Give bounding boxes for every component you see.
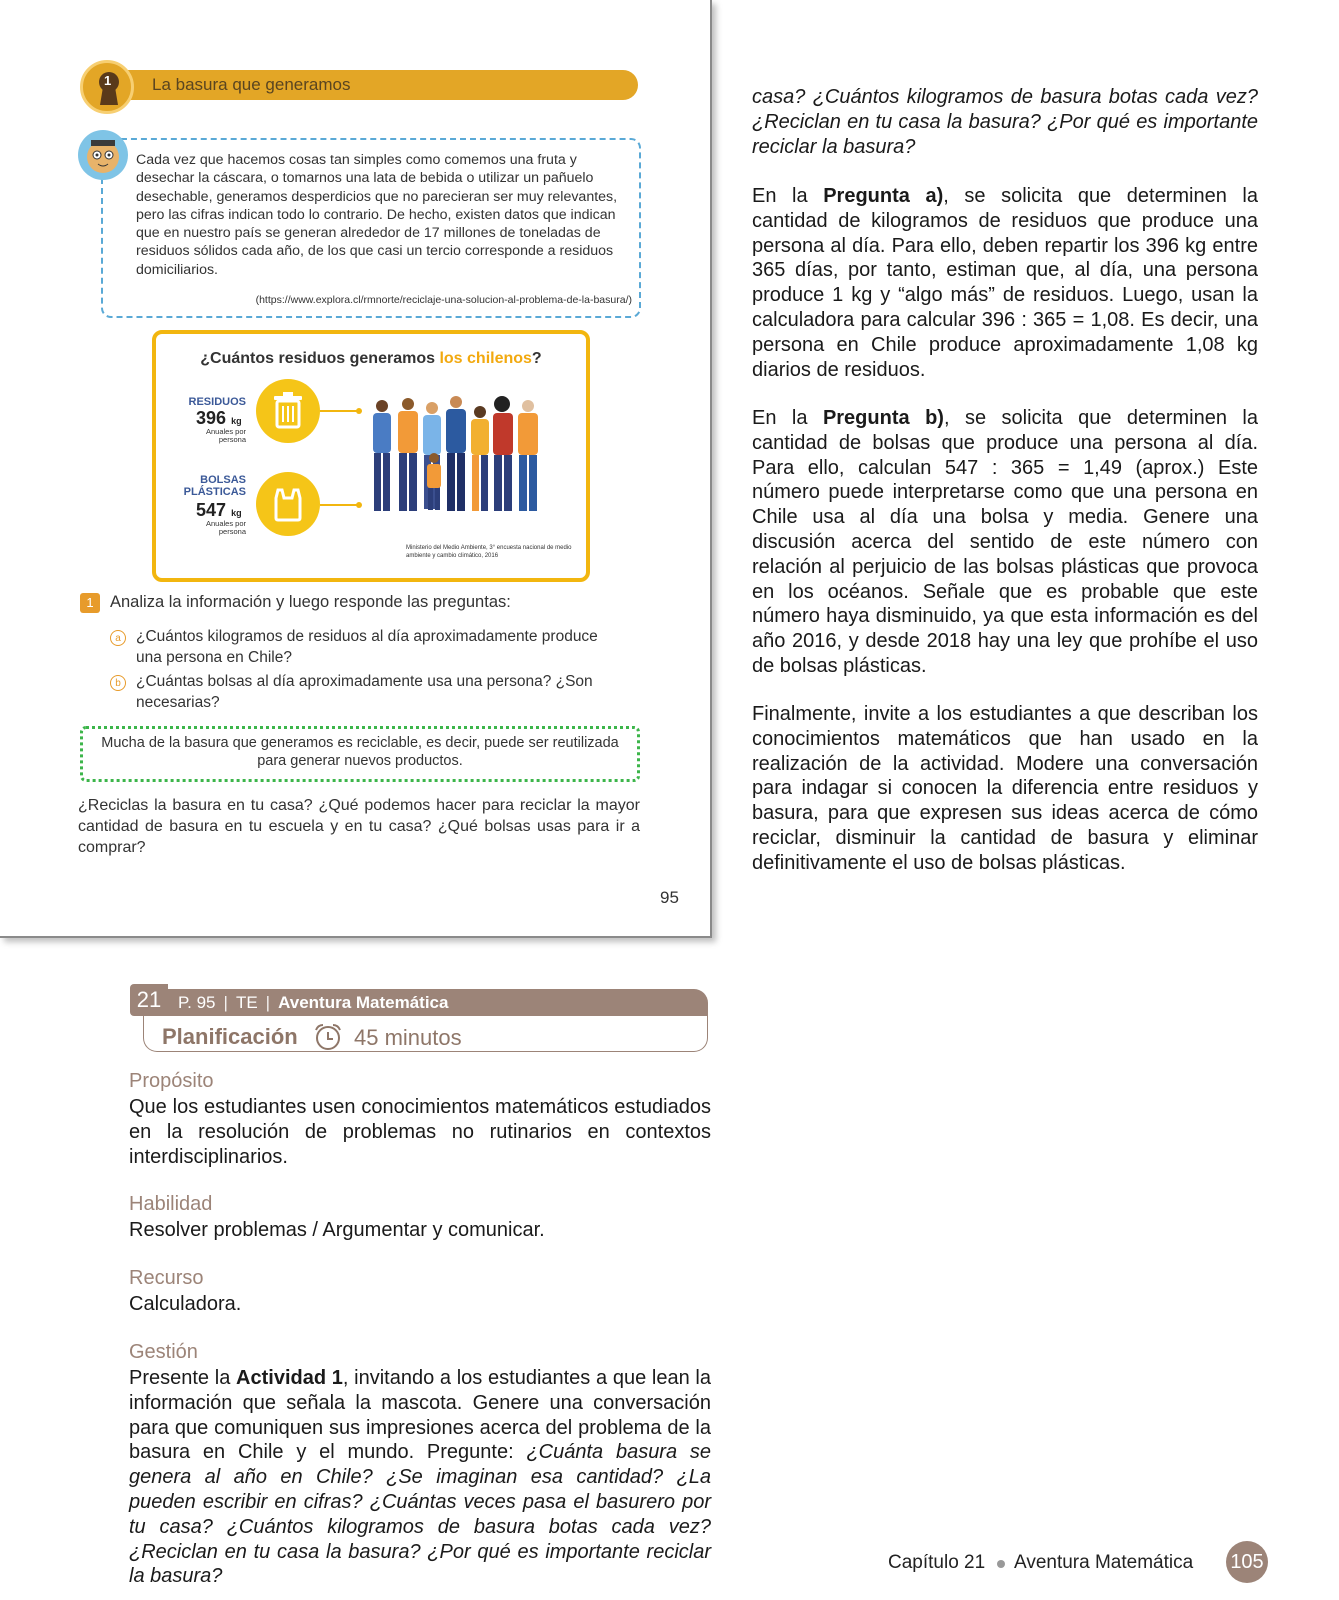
waste-infographic xyxy=(152,330,590,582)
lesson-badge xyxy=(80,60,134,114)
page-number: 105 xyxy=(1226,1541,1268,1583)
unit-name: Aventura Matemática xyxy=(278,993,449,1012)
gestion-paragraph-2: En la Pregunta a), se solicita que determinen la cantidad de kilogramos de residuos que produce una persona al día. Para ello, deben repartir los 396 kg entre 365 días, por tanto, estiman que, al día, una persona produce 1 kg y “algo más” de residuos. Luego, usan la calculadora para calcular 396 : 365 = 1,08. Es decir, una persona en Chile produce aproximadamente 1,08 kg diarios de residuos. xyxy=(752,185,1258,381)
gestion-paragraph-4: Finalmente, invite a los estudiantes a que describan los conocimientos matemáticos que han usado en la realización de la actividad. Modere una conversación para indagar si conocen la diferencia entre residuos y basura, para que expresen sus ideas acerca de cómo reciclar, disminuir la cantidad de basura y eliminar definitivamente el uso de bolsas plásticas. xyxy=(752,703,1258,874)
bolsas-label: BOLSAS PLÁSTICAS xyxy=(183,474,246,498)
gestion-paragraph-1-continued: casa? ¿Cuántos kilogramos de basura botas cada vez? ¿Reciclan en tu casa la basura? ¿Por qué es importante reciclar la basura? xyxy=(752,86,1258,158)
recurso-heading: Recurso xyxy=(129,1267,204,1289)
infographic-source: Ministerio del Medio Ambiente, 3° encuesta nacional de medio ambiente y cambio climático, 2016 xyxy=(406,545,572,559)
source-url: (https://www.explora.cl/rmnorte/reciclaje-una-solucion-al-problema-de-la-basura/) xyxy=(255,294,632,306)
residuos-value: 396 kg xyxy=(196,408,242,428)
lesson-banner xyxy=(80,60,640,114)
text-type: TE xyxy=(235,993,258,1012)
mascot-icon xyxy=(78,130,128,180)
student-page-number: 95 xyxy=(660,888,679,907)
bolsas-value: 547 kg xyxy=(196,500,242,520)
residuos-label: RESIDUOS xyxy=(188,396,246,408)
footer-title: Aventura Matemática xyxy=(1014,1552,1194,1573)
closing-questions: ¿Reciclas la basura en tu casa? ¿Qué podemos hacer para reciclar la mayor cantidad de basura en tu escuela y en tu casa? ¿Qué bolsas usas para ir a comprar? xyxy=(78,797,640,856)
planning-header-bar: P. 95 | TE | Aventura Matemática xyxy=(168,989,708,1016)
recycling-note: Mucha de la basura que generamos es reciclable, es decir, puede ser reutilizada para generar nuevos productos. xyxy=(101,735,619,769)
plastic-bag-icon xyxy=(256,472,320,536)
question-b: ¿Cuántas bolsas al día aproximadamente usa una persona? ¿Son necesarias? xyxy=(136,673,593,711)
lesson-number: 1 xyxy=(104,73,112,88)
gestion-paragraph-3: En la Pregunta b), se solicita que determinen la cantidad de bolsas que produce una persona al día. Para ello, calculan 547 : 365 = 1,49 (aprox.) Este número puede interpretarse como que una persona en Chile usa al día una bolsa y media. Genere una discusión acerca del sentido de este número con relación al perjuicio de las bolsas plásticas que provoca en los océanos. Señale que es probable que este número haya disminuido, ya que esta información es del año 2016, y desde 2018 hay una ley que prohíbe el uso de bolsas plásticas. xyxy=(752,407,1258,677)
chapter-number-badge: 21 xyxy=(130,984,168,1016)
residuos-sub: Anuales por persona xyxy=(205,427,246,444)
footer-chapter: Capítulo 21 xyxy=(888,1552,986,1573)
alarm-clock-icon xyxy=(312,1022,344,1052)
gestion-heading: Gestión xyxy=(129,1341,198,1363)
habilidad-heading: Habilidad xyxy=(129,1193,213,1215)
question-b-marker: b xyxy=(110,675,126,691)
question-a-marker: a xyxy=(110,630,126,646)
lesson-title: La basura que generamos xyxy=(152,75,351,94)
mascot-text: Cada vez que hacemos cosas tan simples como comemos una fruta y desechar la cáscara, o tomarnos una lata de bebida o utilizar un pañuelo desechable, generamos desperdicios que no parecieran ser muy relevantes, pero las cifras indican todo lo contrario. De hecho, existen datos que indican que en nuestro país se generan alrededor de 17 millones de toneladas de residuos sólidos cada año, de los que casi un tercio corresponde a residuos domiciliarios. xyxy=(136,152,618,278)
proposito-text: Que los estudiantes usen conocimientos matemáticos estudiados en la resolución de problemas no rutinarios en contextos interdisciplinarios. xyxy=(129,1096,711,1168)
proposito-heading: Propósito xyxy=(129,1070,214,1092)
planning-duration: 45 minutos xyxy=(354,1025,462,1050)
planning-title: Planificación xyxy=(162,1024,298,1049)
bolsas-sub: Anuales por persona xyxy=(205,519,246,536)
footer-separator xyxy=(997,1560,1005,1568)
habilidad-text: Resolver problemas / Argumentar y comunicar. xyxy=(129,1219,545,1241)
student-page-image xyxy=(0,0,712,938)
gestion-paragraph-1: Presente la Actividad 1, invitando a los estudiantes a que lean la información que señala la mascota. Genere una conversación para que comuniquen sus impresiones acerca del problema de la basura en Chile y el mundo. Pregunte: ¿Cuánta basura se genera al año en Chile? ¿Se imaginan esa cantidad? ¿La pueden escribir en cifras? ¿Cuántas veces pasa el basurero por tu casa? ¿Cuántos kilogramos de basura botas cada vez? ¿Reciclan en tu casa la basura? ¿Por qué es importante reciclar la basura? xyxy=(129,1367,711,1588)
infographic-title: ¿Cuántos residuos generamos los chilenos? xyxy=(200,350,542,367)
trash-bin-icon xyxy=(256,379,320,443)
people-illustration xyxy=(368,396,558,516)
question-a: ¿Cuántos kilogramos de residuos al día aproximadamente produce una persona en Chile? xyxy=(136,628,598,666)
activity-number: 1 xyxy=(80,593,100,613)
activity-instruction: Analiza la información y luego responde las preguntas: xyxy=(110,593,511,611)
page-reference: P. 95 xyxy=(178,993,216,1012)
recurso-text: Calculadora. xyxy=(129,1293,242,1315)
